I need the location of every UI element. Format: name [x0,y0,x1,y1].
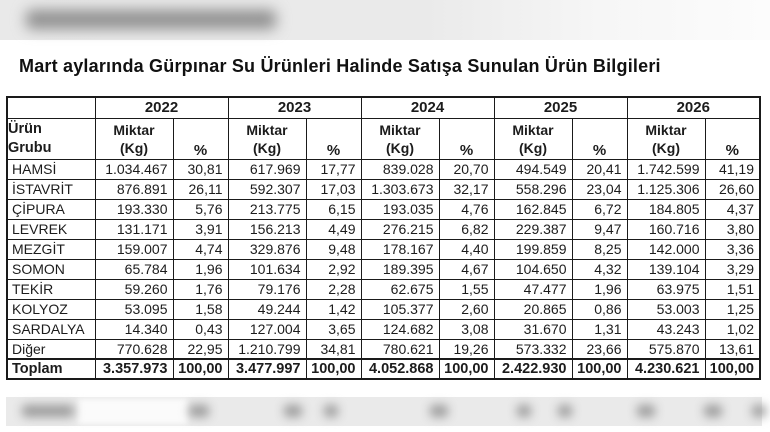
miktar-cell: 1.210.799 [228,339,306,359]
miktar-cell: 1.034.467 [95,159,173,179]
percent-cell: 1,76 [173,279,228,299]
year-header: 2023 [228,97,361,118]
percent-cell: 2,92 [306,259,361,279]
miktar-cell: 592.307 [228,179,306,199]
percent-cell: 3,65 [306,319,361,339]
miktar-cell: 79.176 [228,279,306,299]
miktar-cell: 101.634 [228,259,306,279]
percent-header: % [439,118,494,159]
redacted-top-bar [0,0,770,40]
miktar-cell: 184.805 [627,199,705,219]
percent-header: % [705,118,760,159]
table-row [7,239,760,259]
miktar-cell: 53.003 [627,299,705,319]
percent-cell: 1,25 [705,299,760,319]
row-group-header [7,118,95,159]
percent-cell: 100,00 [572,359,627,379]
miktar-cell: 20.865 [494,299,572,319]
percent-cell: 1,42 [306,299,361,319]
column-header-row [7,118,760,159]
percent-cell: 34,81 [306,339,361,359]
product-name-cell: LEVREK [7,219,95,239]
miktar-cell: 43.243 [627,319,705,339]
miktar-cell: 189.395 [361,259,439,279]
miktar-cell: 4.052.868 [361,359,439,379]
product-name-cell: Toplam [7,359,95,379]
miktar-header: Miktar (Kg) [95,118,173,159]
year-header: 2026 [627,97,760,118]
miktar-cell: 4.230.621 [627,359,705,379]
miktar-cell: 47.477 [494,279,572,299]
miktar-cell: 178.167 [361,239,439,259]
miktar-header: Miktar (Kg) [361,118,439,159]
percent-cell: 19,26 [439,339,494,359]
miktar-cell: 124.682 [361,319,439,339]
redacted-cell-blob [430,405,448,417]
percent-cell: 26,60 [705,179,760,199]
percent-cell: 26,11 [173,179,228,199]
table-row [7,299,760,319]
miktar-cell: 575.870 [627,339,705,359]
percent-header: % [572,118,627,159]
table-row [7,199,760,219]
miktar-cell: 1.742.599 [627,159,705,179]
miktar-cell: 193.330 [95,199,173,219]
percent-cell: 1,96 [173,259,228,279]
percent-cell: 1,31 [572,319,627,339]
miktar-cell: 617.969 [228,159,306,179]
percent-cell: 9,47 [572,219,627,239]
miktar-header: Miktar (Kg) [494,118,572,159]
miktar-cell: 162.845 [494,199,572,219]
miktar-cell: 142.000 [627,239,705,259]
table-row [7,179,760,199]
row-group-header-line1: Ürün [8,120,42,137]
percent-cell: 3,91 [173,219,228,239]
percent-cell: 6,15 [306,199,361,219]
percent-cell: 100,00 [705,359,760,379]
percent-cell: 5,76 [173,199,228,219]
miktar-cell: 1.125.306 [627,179,705,199]
percent-cell: 1,02 [705,319,760,339]
product-sales-table [6,96,761,380]
redacted-cell-blob [517,405,531,417]
redacted-cell-blob [704,405,722,417]
percent-cell: 20,70 [439,159,494,179]
miktar-cell: 193.035 [361,199,439,219]
miktar-cell: 139.104 [627,259,705,279]
redacted-cell-blob [558,405,572,417]
redacted-text-blob [26,10,276,29]
percent-cell: 1,96 [572,279,627,299]
miktar-cell: 127.004 [228,319,306,339]
year-header: 2025 [494,97,627,118]
miktar-cell: 104.650 [494,259,572,279]
redacted-bottom-row [6,397,762,426]
miktar-cell: 131.171 [95,219,173,239]
miktar-cell: 31.670 [494,319,572,339]
product-name-cell: Diğer [7,339,95,359]
miktar-cell: 105.377 [361,299,439,319]
miktar-cell: 839.028 [361,159,439,179]
percent-cell: 23,66 [572,339,627,359]
product-name-cell: MEZGİT [7,239,95,259]
percent-cell: 1,51 [705,279,760,299]
miktar-cell: 573.332 [494,339,572,359]
miktar-cell: 770.628 [95,339,173,359]
percent-cell: 4,32 [572,259,627,279]
miktar-cell: 156.213 [228,219,306,239]
year-header: 2024 [361,97,494,118]
percent-cell: 41,19 [705,159,760,179]
percent-cell: 17,03 [306,179,361,199]
percent-cell: 4,76 [439,199,494,219]
product-name-cell: ÇİPURA [7,199,95,219]
percent-cell: 6,82 [439,219,494,239]
percent-cell: 4,40 [439,239,494,259]
miktar-cell: 2.422.930 [494,359,572,379]
product-name-cell: HAMSİ [7,159,95,179]
table-row [7,279,760,299]
percent-cell: 100,00 [173,359,228,379]
table-row [7,319,760,339]
miktar-cell: 876.891 [95,179,173,199]
miktar-cell: 59.260 [95,279,173,299]
miktar-cell: 558.296 [494,179,572,199]
percent-cell: 4,49 [306,219,361,239]
percent-cell: 23,04 [572,179,627,199]
product-name-cell: KOLYOZ [7,299,95,319]
miktar-cell: 159.007 [95,239,173,259]
redacted-cell-blob [752,405,766,417]
product-name-cell: İSTAVRİT [7,179,95,199]
miktar-cell: 3.357.973 [95,359,173,379]
percent-cell: 3,08 [439,319,494,339]
redacted-cell-blob [324,405,338,417]
percent-cell: 3,80 [705,219,760,239]
percent-cell: 2,60 [439,299,494,319]
document-content [6,40,764,380]
redacted-cell-blob [189,405,209,417]
miktar-cell: 213.775 [228,199,306,219]
percent-cell: 100,00 [306,359,361,379]
miktar-cell: 53.095 [95,299,173,319]
percent-cell: 4,67 [439,259,494,279]
corner-cell [7,97,95,118]
table-row [7,339,760,359]
percent-cell: 30,81 [173,159,228,179]
percent-cell: 4,37 [705,199,760,219]
page-title: Mart aylarında Gürpınar Su Ürünleri Halinde Satışa Sunulan Ürün Bilgileri [19,56,661,76]
miktar-cell: 160.716 [627,219,705,239]
miktar-cell: 229.387 [494,219,572,239]
miktar-cell: 49.244 [228,299,306,319]
percent-cell: 9,48 [306,239,361,259]
percent-cell: 0,43 [173,319,228,339]
redacted-white-patch [78,399,188,424]
product-name-cell: SARDALYA [7,319,95,339]
percent-cell: 3,29 [705,259,760,279]
miktar-cell: 3.477.997 [228,359,306,379]
miktar-cell: 14.340 [95,319,173,339]
miktar-cell: 329.876 [228,239,306,259]
table-row [7,359,760,379]
miktar-header: Miktar (Kg) [228,118,306,159]
percent-cell: 8,25 [572,239,627,259]
miktar-cell: 780.621 [361,339,439,359]
year-header: 2022 [95,97,228,118]
percent-cell: 1,58 [173,299,228,319]
percent-cell: 3,36 [705,239,760,259]
percent-cell: 6,72 [572,199,627,219]
percent-cell: 17,77 [306,159,361,179]
miktar-cell: 276.215 [361,219,439,239]
product-name-cell: SOMON [7,259,95,279]
product-name-cell: TEKİR [7,279,95,299]
percent-cell: 2,28 [306,279,361,299]
redacted-cell-blob [22,405,74,417]
percent-header: % [173,118,228,159]
redacted-cell-blob [284,405,302,417]
percent-cell: 20,41 [572,159,627,179]
percent-cell: 0,86 [572,299,627,319]
miktar-cell: 1.303.673 [361,179,439,199]
miktar-cell: 63.975 [627,279,705,299]
miktar-cell: 65.784 [95,259,173,279]
miktar-cell: 62.675 [361,279,439,299]
table-row [7,159,760,179]
redacted-cell-blob [637,405,655,417]
miktar-cell: 199.859 [494,239,572,259]
percent-header: % [306,118,361,159]
miktar-header: Miktar (Kg) [627,118,705,159]
miktar-cell: 494.549 [494,159,572,179]
percent-cell: 1,55 [439,279,494,299]
percent-cell: 32,17 [439,179,494,199]
table-row [7,219,760,239]
percent-cell: 13,61 [705,339,760,359]
table-body [7,159,760,379]
percent-cell: 22,95 [173,339,228,359]
row-group-header-line2: Grubu [8,139,52,156]
percent-cell: 4,74 [173,239,228,259]
percent-cell: 100,00 [439,359,494,379]
table-row [7,259,760,279]
year-header-row [7,97,760,118]
